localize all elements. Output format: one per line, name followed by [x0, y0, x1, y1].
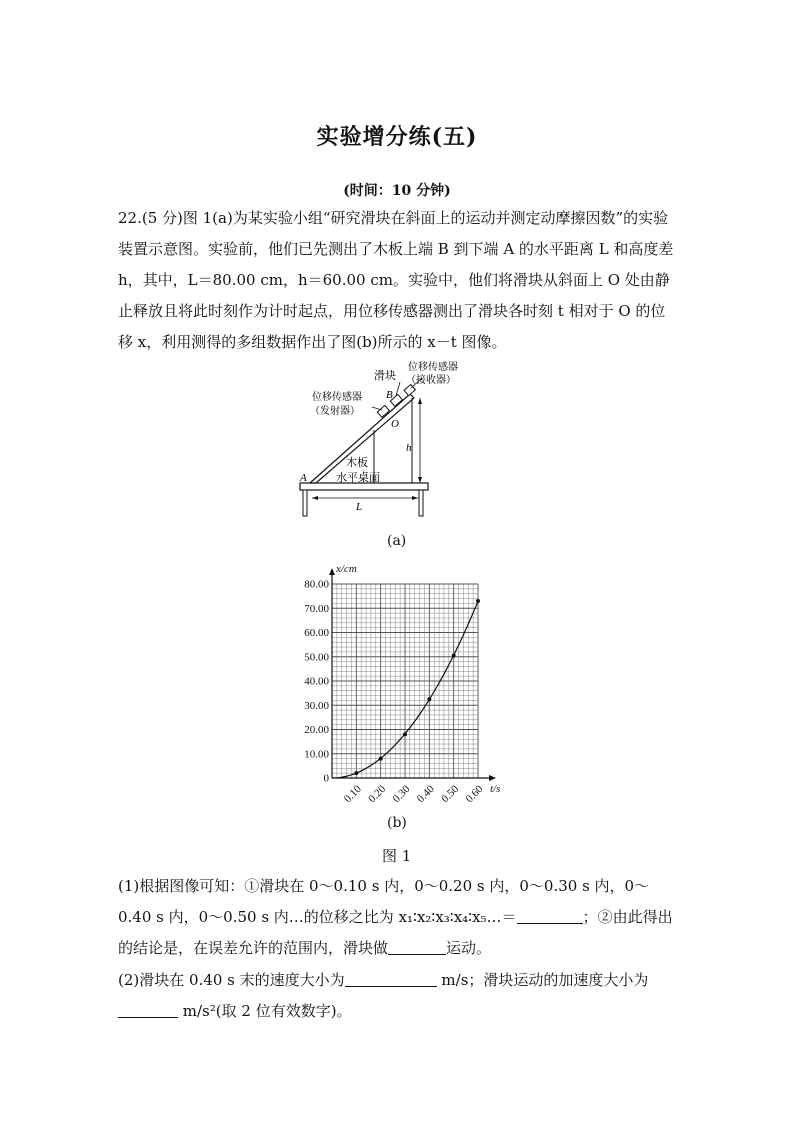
q2-text-a: (2)滑块在 0.40 s 末的速度大小为	[118, 971, 345, 989]
figure-a-caption: (a)	[387, 533, 407, 549]
y-tick-label: 80.00	[304, 578, 329, 591]
table-leg-left	[303, 490, 307, 516]
speed-answer-blank[interactable]	[345, 970, 437, 987]
question-2	[118, 965, 678, 1027]
point-b-label: B	[386, 389, 393, 401]
point-a-label: A	[300, 472, 307, 484]
motion-answer-blank[interactable]	[388, 938, 446, 955]
x-tick-label: 0.60	[463, 783, 486, 806]
x-tick-label: 0.10	[341, 783, 364, 806]
x-axis-arrow	[489, 775, 496, 781]
y-tick-label: 0	[323, 772, 329, 785]
emitter-label-1: 位移传感器	[312, 392, 362, 403]
xt-chart	[300, 560, 520, 810]
figure-caption: 图 1	[382, 847, 412, 865]
receiver-label-2: （接收器）	[406, 375, 456, 386]
data-point	[379, 757, 383, 761]
apparatus-diagram	[290, 360, 458, 520]
board-label: 木板	[346, 457, 368, 469]
data-point	[427, 697, 431, 701]
emitter-label-2: （发射器）	[310, 406, 360, 417]
y-axis-arrow	[329, 568, 335, 575]
figure-b-caption: (b)	[387, 815, 407, 831]
time-limit: (时间：10 分钟)	[343, 183, 451, 199]
data-point	[476, 599, 480, 603]
x-tick-label: 0.20	[366, 783, 389, 806]
y-tick-label: 30.00	[304, 699, 329, 712]
y-tick-label: 50.00	[304, 651, 329, 664]
q1-text-b: ；②由此得出的结论是，在误差允许的范围内，滑块做	[118, 908, 673, 957]
x-tick-label: 0.40	[414, 783, 437, 806]
data-point	[354, 771, 358, 775]
table-leg-right	[419, 490, 423, 516]
table-label: 水平桌面	[336, 472, 380, 484]
length-label: L	[356, 501, 363, 513]
receiver-sensor	[404, 384, 415, 395]
receiver-label-1: 位移传感器	[408, 362, 458, 373]
q1-text-a: (1)根据图像可知：①滑块在 0～0.10 s 内，0～0.20 s 内，0～0.30 s 内，0～0.40 s 内，0～0.50 s 内…的位移之比为 x₁∶x₂∶x₃∶x₄∶x₅…＝	[118, 877, 650, 926]
x-tick-label: 0.50	[439, 783, 462, 806]
x-axis-label: t/s	[490, 783, 501, 795]
y-tick-label: 70.00	[304, 602, 329, 615]
ratio-answer-blank[interactable]	[517, 907, 583, 924]
x-tick-label: 0.30	[390, 783, 413, 806]
height-label: h	[406, 442, 412, 454]
q2-text-c: m/s²(取 2 位有效数字)。	[178, 1002, 352, 1020]
table-top	[300, 483, 428, 490]
y-tick-label: 60.00	[304, 627, 329, 639]
point-o-label: O	[391, 418, 399, 430]
y-tick-label: 10.00	[304, 748, 329, 761]
q2-text-b: m/s；滑块运动的加速度大小为	[436, 971, 649, 989]
y-tick-label: 40.00	[304, 675, 329, 688]
q1-text-c: 运动。	[446, 939, 492, 957]
acceleration-answer-blank[interactable]	[118, 1001, 178, 1018]
y-tick-label: 20.00	[304, 724, 329, 736]
data-point	[403, 732, 407, 736]
y-axis-label: x/cm	[336, 563, 357, 575]
problem-intro: 22.(5 分)图 1(a)为某实验小组“研究滑块在斜面上的运动并测定动摩擦因数”的实验装置示意图。实验前，他们已先测出了木板上端 B 到下端 A 的水平距离 L 和高度差 h，其中，L＝80.00 cm，h＝60.00 cm。实验中，他们将滑块从斜面上 O 处由静止释放且将此时刻作为计时起点，用位移传感器测出了滑块各时刻 t 相对于 O 的位移 x，利用测得的多组数据作出了图(b)所示的 x－t 图像。	[118, 209, 674, 351]
page-title: 实验增分练(五)	[316, 124, 478, 150]
slider-label: 滑块	[374, 370, 396, 382]
question-1	[118, 871, 678, 964]
data-point	[452, 654, 456, 658]
